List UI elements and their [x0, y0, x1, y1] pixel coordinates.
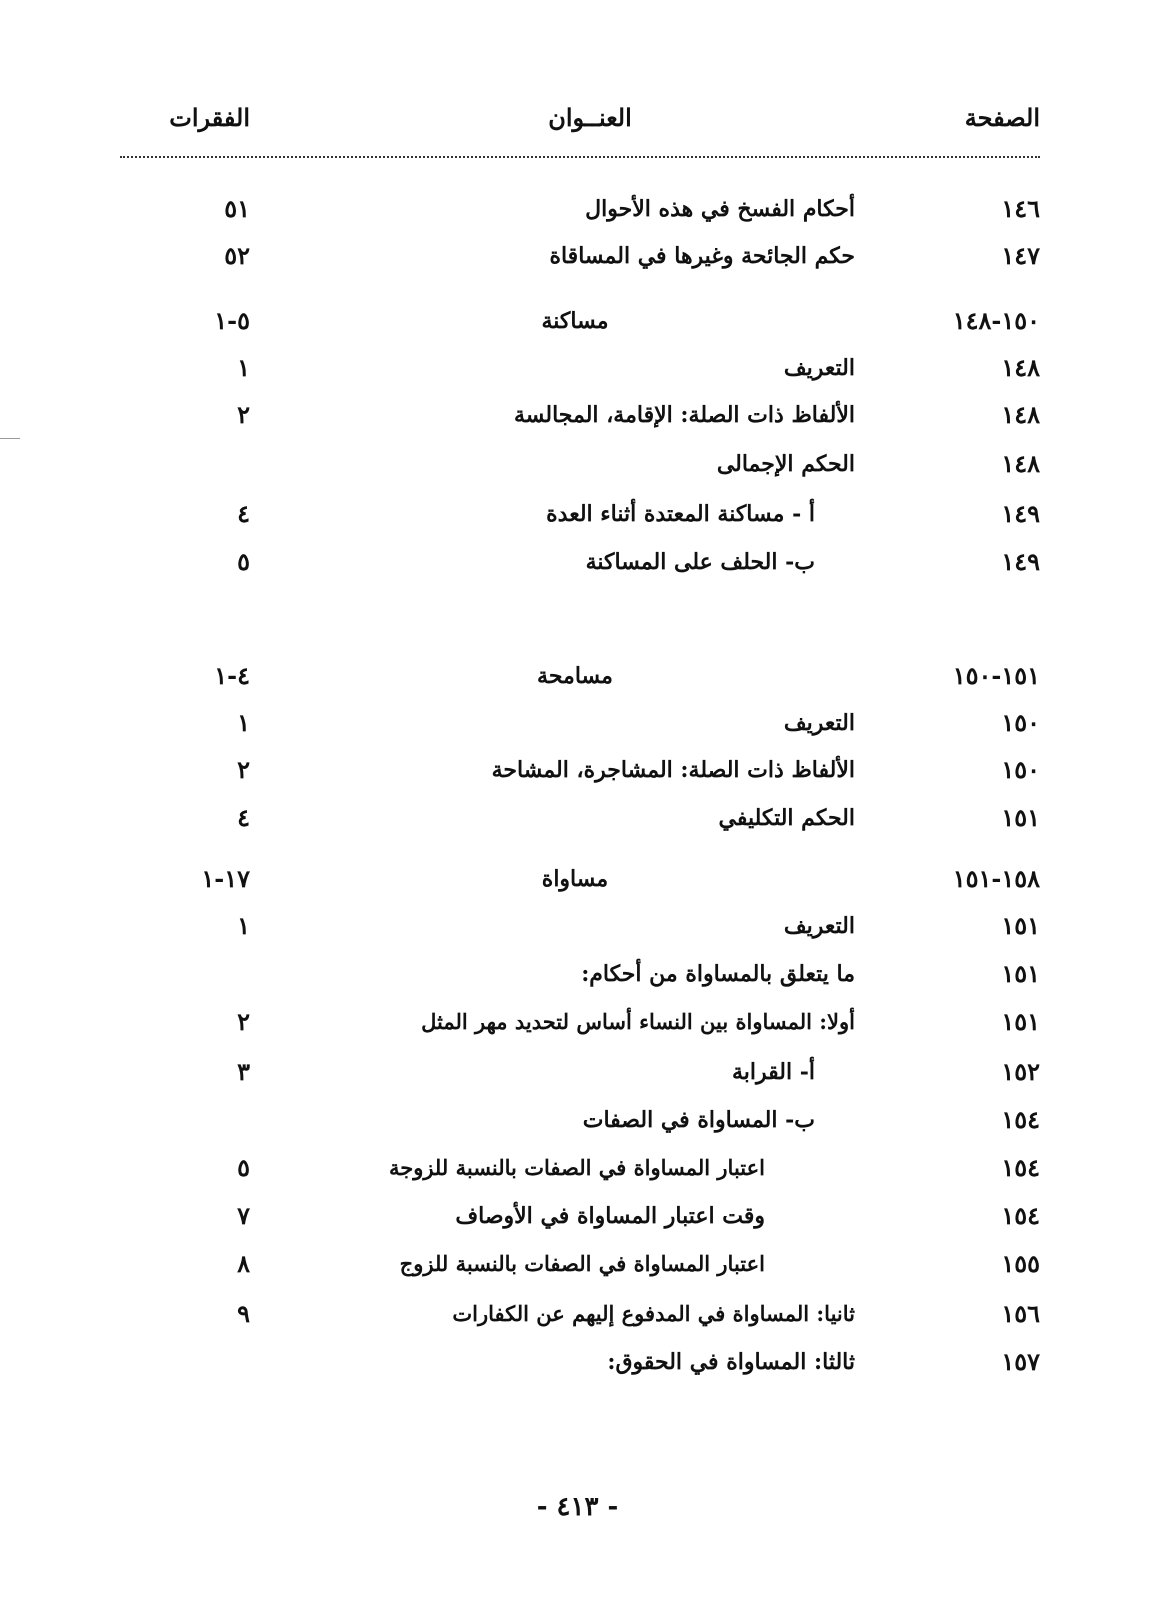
toc-row — [0, 234, 1155, 278]
page-number: ١٤٧ — [1001, 241, 1040, 270]
toc-row — [0, 701, 1155, 745]
page-number: ١٥١ — [1001, 911, 1040, 940]
toc-row — [0, 1242, 1155, 1286]
table-header — [0, 96, 1155, 140]
toc-row — [0, 540, 1155, 584]
entry-title: مساكنة — [541, 308, 609, 334]
paragraph-range — [140, 952, 250, 996]
paragraph-range: ١ — [237, 353, 250, 382]
entry-title: ب- المساواة في الصفات — [582, 1107, 815, 1133]
entry-title: حكم الجائحة وغيرها في المساقاة — [549, 243, 855, 269]
paragraph-range: ٢ — [237, 1007, 250, 1036]
entry-title: أحكام الفسخ في هذه الأحوال — [585, 196, 855, 222]
entry-title: أ - مساكنة المعتدة أثناء العدة — [546, 501, 815, 527]
toc-row — [0, 1194, 1155, 1238]
page-number: ١٤٨ — [1001, 353, 1040, 382]
paragraph-range: ٧ — [237, 1201, 250, 1230]
paragraph-range: ٥-١ — [214, 306, 250, 335]
entry-title: أولا: المساواة بين النساء أساس لتحديد مهر المثل — [421, 1009, 855, 1034]
entry-title: التعريف — [783, 355, 855, 381]
page-number: ١٥١-١٥٠ — [952, 661, 1040, 690]
toc-row-heading — [0, 654, 1155, 698]
page-number: ١٥٤ — [1001, 1105, 1040, 1134]
paragraph-range: ٤-١ — [214, 661, 250, 690]
scan-artifact — [0, 438, 20, 439]
toc-row — [0, 1000, 1155, 1044]
toc-row-heading — [0, 857, 1155, 901]
paragraph-range: ٢ — [237, 400, 250, 429]
entry-title: اعتبار المساواة في الصفات بالنسبة للزوج — [399, 1251, 765, 1276]
paragraph-range: ٨ — [237, 1249, 250, 1278]
entry-title: الألفاظ ذات الصلة: الإقامة، المجالسة — [513, 402, 855, 428]
dotted-separator — [120, 156, 1040, 158]
entry-title: الحكم التكليفي — [718, 805, 855, 831]
entry-title: وقت اعتبار المساواة في الأوصاف — [455, 1203, 765, 1229]
toc-row — [0, 748, 1155, 792]
entry-title: التعريف — [783, 913, 855, 939]
header-paragraphs-label: الفقرات — [169, 103, 250, 132]
page-number: ١٥١ — [1001, 803, 1040, 832]
toc-row — [0, 442, 1155, 486]
page-number: ١٥١ — [1001, 1007, 1040, 1036]
paragraph-range — [140, 1098, 250, 1142]
paragraph-range: ٥ — [237, 1153, 250, 1182]
page-number: ١٥٧ — [1001, 1347, 1040, 1376]
toc-row — [0, 904, 1155, 948]
toc-row — [0, 952, 1155, 996]
toc-row — [0, 1098, 1155, 1142]
entry-title: أ- القرابة — [731, 1059, 815, 1085]
paragraph-range: ٥١ — [224, 194, 250, 223]
paragraph-range: ٤ — [237, 499, 250, 528]
entry-title: ب- الحلف على المساكنة — [585, 549, 815, 575]
page-number: ١٥٥ — [1001, 1249, 1040, 1278]
page-number: ١٥١ — [1001, 959, 1040, 988]
paragraph-range — [140, 1340, 250, 1384]
page-number: ١٥٠ — [1001, 755, 1040, 784]
page-number: ١٤٩ — [1001, 499, 1040, 528]
paragraph-range: ١٧-١ — [201, 864, 250, 893]
entry-title: مساواة — [541, 866, 609, 892]
entry-title: ثالثا: المساواة في الحقوق: — [607, 1349, 855, 1375]
entry-title: ثانيا: المساواة في المدفوع إليهم عن الكفارات — [452, 1301, 855, 1326]
toc-row — [0, 1292, 1155, 1336]
paragraph-range: ٥٢ — [224, 241, 250, 270]
page-number: ١٥٦ — [1001, 1299, 1040, 1328]
paragraph-range: ٥ — [237, 547, 250, 576]
page-number-footer: - ٤١٣ - — [536, 1492, 619, 1522]
paragraph-range: ١ — [237, 708, 250, 737]
paragraph-range — [140, 442, 250, 486]
entry-title: الحكم الإجمالى — [716, 451, 855, 477]
toc-row — [0, 796, 1155, 840]
toc-row-heading — [0, 299, 1155, 343]
paragraph-range: ٤ — [237, 803, 250, 832]
entry-title: ما يتعلق بالمساواة من أحكام: — [581, 961, 855, 987]
toc-row — [0, 1340, 1155, 1384]
entry-title: اعتبار المساواة في الصفات بالنسبة للزوجة — [388, 1155, 765, 1180]
entry-title: الألفاظ ذات الصلة: المشاجرة، المشاحة — [491, 757, 855, 783]
page-number: ١٤٨ — [1001, 400, 1040, 429]
page-number: ١٥٤ — [1001, 1201, 1040, 1230]
page-number: ١٥٤ — [1001, 1153, 1040, 1182]
page-number: ١٥٨-١٥١ — [952, 864, 1040, 893]
toc-row — [0, 187, 1155, 231]
page-number: ١٤٨ — [1001, 449, 1040, 478]
page-number: ١٤٩ — [1001, 547, 1040, 576]
toc-row — [0, 393, 1155, 437]
page-number: ١٤٦ — [1001, 194, 1040, 223]
paragraph-range: ٣ — [237, 1057, 250, 1086]
page-number: ١٥٠ — [1001, 708, 1040, 737]
entry-title: التعريف — [783, 710, 855, 736]
page-number: ١٥٢ — [1001, 1057, 1040, 1086]
toc-row — [0, 492, 1155, 536]
paragraph-range: ٩ — [237, 1299, 250, 1328]
toc-row — [0, 1050, 1155, 1094]
page-number: ١٥٠-١٤٨ — [952, 306, 1040, 335]
paragraph-range: ١ — [237, 911, 250, 940]
paragraph-range: ٢ — [237, 755, 250, 784]
toc-row — [0, 1146, 1155, 1190]
header-page-label: الصفحة — [964, 103, 1040, 132]
toc-row — [0, 346, 1155, 390]
header-title-label: العنــوان — [548, 103, 632, 132]
entry-title: مسامحة — [537, 663, 613, 689]
